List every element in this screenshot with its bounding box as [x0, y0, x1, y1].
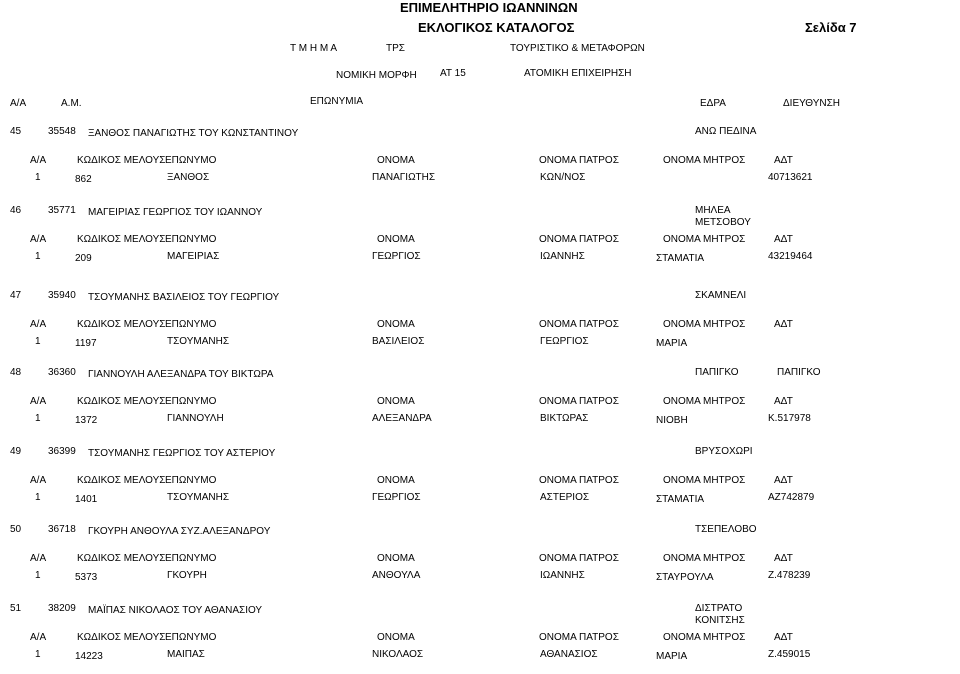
record-aa: 49 [10, 446, 22, 457]
member-col-aa: Α/Α [30, 475, 47, 486]
member-id: Ζ.459015 [768, 649, 811, 660]
record-name: ΜΑΪΠΑΣ ΝΙΚΟΛΑΟΣ ΤΟΥ ΑΘΑΝΑΣΙΟΥ [88, 605, 263, 616]
member-id: 43219464 [768, 251, 813, 262]
member-col-aa: Α/Α [30, 553, 47, 564]
record-seat: ΑΝΩ ΠΕΔΙΝΑ [695, 126, 757, 137]
section-label: Τ Μ Η Μ Α [290, 43, 338, 54]
record-aa: 48 [10, 367, 22, 378]
member-id: 40713621 [768, 172, 813, 183]
record-seat: ΔΙΣΤΡΑΤΟ [695, 603, 743, 614]
member-aa: 1 [35, 570, 41, 581]
member-col-id: ΑΔΤ [774, 234, 793, 245]
member-id: Κ.517978 [768, 413, 811, 424]
record-seat-line2: ΚΟΝΙΤΣΗΣ [695, 615, 745, 626]
member-firstname: ΑΛΕΞΑΝΔΡΑ [372, 413, 432, 424]
member-col-father: ΟΝΟΜΑ ΠΑΤΡΟΣ [539, 319, 619, 330]
col-address: ΔΙΕΥΘΥΝΣΗ [783, 98, 840, 109]
member-col-code: ΚΩΔΙΚΟΣ ΜΕΛΟΥΣ [77, 632, 166, 643]
member-father: ΑΣΤΕΡΙΟΣ [540, 492, 590, 503]
section-name: ΤΟΥΡΙΣΤΙΚΟ & ΜΕΤΑΦΟΡΩΝ [510, 43, 645, 54]
catalog-title: ΕΚΛΟΓΙΚΟΣ ΚΑΤΑΛΟΓΟΣ [418, 20, 575, 35]
section-code: ΤΡΣ [386, 43, 405, 54]
member-col-father: ΟΝΟΜΑ ΠΑΤΡΟΣ [539, 553, 619, 564]
member-col-father: ΟΝΟΜΑ ΠΑΤΡΟΣ [539, 155, 619, 166]
member-col-surname: ΕΠΩΝΥΜΟ [165, 155, 217, 166]
record-aa: 45 [10, 126, 22, 137]
form-code: ΑΤ 15 [440, 68, 466, 79]
member-surname: ΤΣΟΥΜΑΝΗΣ [167, 492, 230, 503]
member-mother: ΣΤΑΜΑΤΙΑ [656, 494, 705, 505]
record-seat: ΣΚΑΜΝΕΛΙ [695, 290, 747, 301]
member-col-father: ΟΝΟΜΑ ΠΑΤΡΟΣ [539, 632, 619, 643]
member-father: ΚΩΝ/ΝΟΣ [540, 172, 586, 183]
record-address: ΠΑΠΙΓΚΟ [777, 367, 821, 378]
member-col-father: ΟΝΟΜΑ ΠΑΤΡΟΣ [539, 475, 619, 486]
col-am: Α.Μ. [61, 98, 82, 109]
member-col-code: ΚΩΔΙΚΟΣ ΜΕΛΟΥΣ [77, 155, 166, 166]
member-aa: 1 [35, 172, 41, 183]
member-col-code: ΚΩΔΙΚΟΣ ΜΕΛΟΥΣ [77, 396, 166, 407]
member-col-firstname: ΟΝΟΜΑ [377, 319, 415, 330]
member-col-aa: Α/Α [30, 155, 47, 166]
member-col-id: ΑΔΤ [774, 632, 793, 643]
member-col-id: ΑΔΤ [774, 553, 793, 564]
member-aa: 1 [35, 251, 41, 262]
record-name: ΓΙΑΝΝΟΥΛΗ ΑΛΕΞΑΝΔΡΑ ΤΟΥ ΒΙΚΤΩΡΑ [88, 369, 274, 380]
member-col-firstname: ΟΝΟΜΑ [377, 234, 415, 245]
member-col-firstname: ΟΝΟΜΑ [377, 475, 415, 486]
member-aa: 1 [35, 413, 41, 424]
member-mother: ΣΤΑΥΡΟΥΛΑ [656, 572, 714, 583]
page-number: Σελίδα 7 [805, 20, 857, 35]
member-surname: ΓΚΟΥΡΗ [167, 570, 207, 581]
record-seat: ΒΡΥΣΟΧΩΡΙ [695, 446, 753, 457]
member-code: 209 [75, 253, 92, 264]
member-father: ΒΙΚΤΩΡΑΣ [540, 413, 589, 424]
member-col-firstname: ΟΝΟΜΑ [377, 632, 415, 643]
member-col-father: ΟΝΟΜΑ ΠΑΤΡΟΣ [539, 234, 619, 245]
member-col-surname: ΕΠΩΝΥΜΟ [165, 234, 217, 245]
member-col-mother: ΟΝΟΜΑ ΜΗΤΡΟΣ [663, 234, 746, 245]
record-seat: ΜΗΛΕΑ [695, 205, 731, 216]
member-col-aa: Α/Α [30, 234, 47, 245]
member-father: ΓΕΩΡΓΙΟΣ [540, 336, 589, 347]
member-firstname: ΝΙΚΟΛΑΟΣ [372, 649, 424, 660]
member-firstname: ΠΑΝΑΓΙΩΤΗΣ [372, 172, 436, 183]
member-id: Ζ.478239 [768, 570, 811, 581]
member-father: ΙΩΑΝΝΗΣ [540, 570, 585, 581]
member-col-surname: ΕΠΩΝΥΜΟ [165, 632, 217, 643]
member-mother: ΜΑΡΙΑ [656, 338, 688, 349]
record-name: ΤΣΟΥΜΑΝΗΣ ΒΑΣΙΛΕΙΟΣ ΤΟΥ ΓΕΩΡΓΙΟΥ [88, 292, 280, 303]
member-col-mother: ΟΝΟΜΑ ΜΗΤΡΟΣ [663, 553, 746, 564]
member-code: 1401 [75, 494, 98, 505]
member-col-firstname: ΟΝΟΜΑ [377, 396, 415, 407]
member-col-code: ΚΩΔΙΚΟΣ ΜΕΛΟΥΣ [77, 319, 166, 330]
record-am: 38209 [48, 603, 76, 614]
member-col-id: ΑΔΤ [774, 396, 793, 407]
org-title: ΕΠΙΜΕΛΗΤΗΡΙΟ ΙΩΑΝΝΙΝΩΝ [400, 0, 578, 15]
record-aa: 50 [10, 524, 22, 535]
col-seat: ΕΔΡΑ [700, 98, 726, 109]
record-aa: 47 [10, 290, 22, 301]
member-col-id: ΑΔΤ [774, 319, 793, 330]
record-aa: 51 [10, 603, 22, 614]
form-label: ΝΟΜΙΚΗ ΜΟΡΦΗ [336, 70, 417, 81]
record-am: 36718 [48, 524, 76, 535]
member-surname: ΜΑΙΠΑΣ [167, 649, 205, 660]
record-seat: ΠΑΠΙΓΚΟ [695, 367, 739, 378]
member-col-code: ΚΩΔΙΚΟΣ ΜΕΛΟΥΣ [77, 234, 166, 245]
member-aa: 1 [35, 492, 41, 503]
member-col-surname: ΕΠΩΝΥΜΟ [165, 475, 217, 486]
member-mother: ΜΑΡΙΑ [656, 651, 688, 662]
member-col-aa: Α/Α [30, 632, 47, 643]
member-aa: 1 [35, 649, 41, 660]
record-seat: ΤΣΕΠΕΛΟΒΟ [695, 524, 757, 535]
member-col-id: ΑΔΤ [774, 475, 793, 486]
member-firstname: ΓΕΩΡΓΙΟΣ [372, 251, 421, 262]
member-col-father: ΟΝΟΜΑ ΠΑΤΡΟΣ [539, 396, 619, 407]
record-name: ΤΣΟΥΜΑΝΗΣ ΓΕΩΡΓΙΟΣ ΤΟΥ ΑΣΤΕΡΙΟΥ [88, 448, 276, 459]
member-col-surname: ΕΠΩΝΥΜΟ [165, 396, 217, 407]
record-am: 36399 [48, 446, 76, 457]
record-am: 36360 [48, 367, 76, 378]
member-father: ΑΘΑΝΑΣΙΟΣ [540, 649, 598, 660]
col-name: ΕΠΩΝΥΜΙΑ [310, 96, 364, 107]
member-code: 1372 [75, 415, 98, 426]
member-col-surname: ΕΠΩΝΥΜΟ [165, 553, 217, 564]
member-col-mother: ΟΝΟΜΑ ΜΗΤΡΟΣ [663, 396, 746, 407]
member-surname: ΞΑΝΘΟΣ [167, 172, 210, 183]
member-code: 1197 [75, 338, 97, 349]
member-col-id: ΑΔΤ [774, 155, 793, 166]
form-name: ΑΤΟΜΙΚΗ ΕΠΙΧΕΙΡΗΣΗ [524, 68, 632, 79]
member-code: 862 [75, 174, 92, 185]
member-col-code: ΚΩΔΙΚΟΣ ΜΕΛΟΥΣ [77, 475, 166, 486]
member-mother: ΣΤΑΜΑΤΙΑ [656, 253, 705, 264]
record-seat-line2: ΜΕΤΣΟΒΟΥ [695, 217, 751, 228]
member-code: 5373 [75, 572, 98, 583]
member-code: 14223 [75, 651, 103, 662]
member-col-code: ΚΩΔΙΚΟΣ ΜΕΛΟΥΣ [77, 553, 166, 564]
member-col-surname: ΕΠΩΝΥΜΟ [165, 319, 217, 330]
member-mother: ΝΙΟΒΗ [656, 415, 688, 426]
record-am: 35940 [48, 290, 76, 301]
member-father: ΙΩΑΝΝΗΣ [540, 251, 585, 262]
member-col-aa: Α/Α [30, 319, 47, 330]
member-col-mother: ΟΝΟΜΑ ΜΗΤΡΟΣ [663, 155, 746, 166]
record-am: 35771 [48, 205, 76, 216]
member-col-aa: Α/Α [30, 396, 47, 407]
record-am: 35548 [48, 126, 76, 137]
member-surname: ΜΑΓΕΙΡΙΑΣ [167, 251, 220, 262]
record-name: ΞΑΝΘΟΣ ΠΑΝΑΓΙΩΤΗΣ ΤΟΥ ΚΩΝΣΤΑΝΤΙΝΟΥ [88, 128, 299, 139]
member-surname: ΤΣΟΥΜΑΝΗΣ [167, 336, 230, 347]
member-col-mother: ΟΝΟΜΑ ΜΗΤΡΟΣ [663, 632, 746, 643]
record-name: ΓΚΟΥΡΗ ΑΝΘΟΥΛΑ ΣΥΖ.ΑΛΕΞΑΝΔΡΟΥ [88, 526, 271, 537]
member-firstname: ΓΕΩΡΓΙΟΣ [372, 492, 421, 503]
col-aa: Α/Α [10, 98, 27, 109]
member-col-firstname: ΟΝΟΜΑ [377, 155, 415, 166]
member-aa: 1 [35, 336, 41, 347]
member-firstname: ΑΝΘΟΥΛΑ [372, 570, 421, 581]
record-aa: 46 [10, 205, 22, 216]
member-col-firstname: ΟΝΟΜΑ [377, 553, 415, 564]
member-surname: ΓΙΑΝΝΟΥΛΗ [167, 413, 224, 424]
member-col-mother: ΟΝΟΜΑ ΜΗΤΡΟΣ [663, 319, 746, 330]
member-col-mother: ΟΝΟΜΑ ΜΗΤΡΟΣ [663, 475, 746, 486]
member-id: ΑΖ742879 [768, 492, 815, 503]
record-name: ΜΑΓΕΙΡΙΑΣ ΓΕΩΡΓΙΟΣ ΤΟΥ ΙΩΑΝΝΟΥ [88, 207, 263, 218]
member-firstname: ΒΑΣΙΛΕΙΟΣ [372, 336, 425, 347]
